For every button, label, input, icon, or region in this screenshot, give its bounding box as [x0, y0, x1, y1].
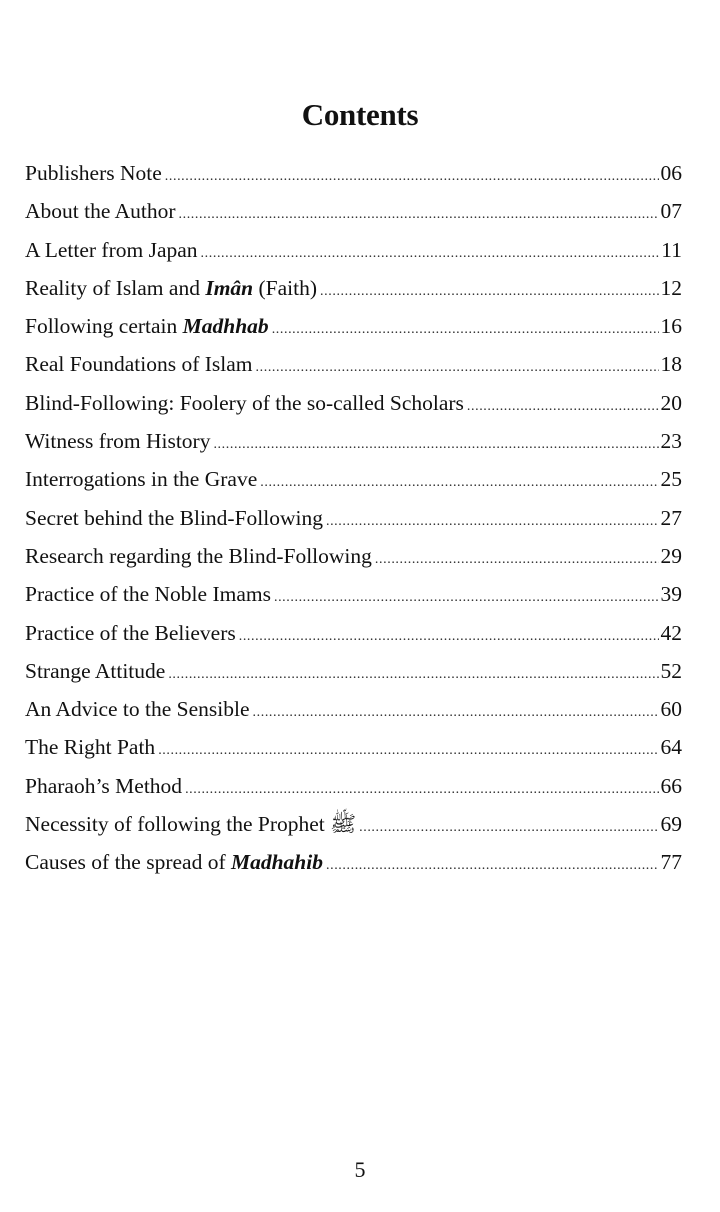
toc-entry-page: 66: [660, 773, 682, 798]
toc-entry-page: 27: [660, 505, 682, 530]
toc-entry-title: [25, 345, 256, 383]
toc-entry: [25, 805, 682, 843]
toc-entry-title: [25, 384, 467, 422]
toc-entry: [25, 460, 682, 498]
toc-entry: [25, 728, 682, 766]
toc-entry-title-emphasis: Madhahib: [230, 850, 323, 875]
dot-leader: [375, 541, 659, 579]
dot-leader: [239, 618, 659, 656]
toc-entry: [25, 231, 682, 269]
dot-leader: [185, 771, 658, 809]
toc-entry-page: 42: [660, 620, 682, 645]
toc-entry-title-emphasis: Madhhab: [182, 314, 269, 339]
toc-entry: [25, 843, 682, 881]
toc-entry: [25, 269, 682, 307]
toc-entry-page: 20: [660, 390, 682, 415]
dot-leader: [168, 656, 658, 694]
toc-entry: [25, 499, 682, 537]
toc-entry-title-text: Causes of the spread of: [25, 850, 231, 875]
toc-entry: [25, 307, 682, 345]
dot-leader: [158, 732, 658, 770]
dot-leader: [253, 694, 659, 732]
toc-entry: [25, 690, 682, 728]
toc-entry: [25, 614, 682, 652]
dot-leader: [326, 847, 659, 885]
toc-entry-title-text: Interrogations in the Grave: [25, 467, 258, 492]
toc-entry-title: [25, 231, 201, 269]
toc-entry-title-text: Necessity of following the Prophet ﷺ: [25, 812, 357, 837]
dot-leader: [359, 809, 658, 847]
toc-entry: [25, 422, 682, 460]
toc-entry-title: [25, 460, 260, 498]
toc-entry-page: 39: [660, 582, 682, 607]
toc-entry-title-text: About the Author: [25, 199, 176, 224]
toc-entry-title: [25, 307, 272, 345]
toc-entry: [25, 537, 682, 575]
toc-entry-title-text: Strange Attitude: [25, 658, 166, 683]
toc-entry-page: 52: [660, 658, 682, 683]
toc-entry-title-text: An Advice to the Sensible: [25, 697, 250, 722]
dot-leader: [326, 503, 659, 541]
toc-entry-page: 06: [660, 161, 682, 185]
toc-entry: [25, 767, 682, 805]
toc-entry-page: 69: [660, 812, 682, 837]
toc-entry-title: [25, 154, 165, 192]
toc-entry-title: [25, 614, 239, 652]
toc-entry-title-suffix: (Faith): [253, 275, 318, 300]
toc-entry: [25, 575, 682, 613]
toc-entry-page: 07: [660, 199, 682, 224]
dot-leader: [260, 464, 658, 502]
toc-entry-page: 16: [660, 314, 682, 339]
toc-entry-page: 77: [660, 850, 682, 875]
toc-entry-title: [25, 728, 158, 766]
toc-entry-page: 12: [660, 275, 682, 300]
toc-entry-page: 29: [660, 543, 682, 568]
toc-entry: [25, 154, 682, 192]
toc-entry-title-text: Practice of the Believers: [25, 620, 236, 645]
toc-entry-title: [25, 269, 320, 307]
toc-entry-title-text: Blind-Following: Foolery of the so-called Scholars: [25, 390, 464, 415]
toc-entry-title: [25, 805, 359, 843]
toc-entry-title-text: The Right Path: [25, 735, 156, 760]
toc-entry-title-text: Research regarding the Blind-Following: [25, 543, 372, 568]
toc-entry-title-emphasis: Imân: [205, 275, 254, 300]
toc-entry-title: [25, 767, 185, 805]
toc-entry-title: [25, 652, 168, 690]
toc-entry-title: [25, 537, 375, 575]
toc-entry-title-text: Practice of the Noble Imams: [25, 582, 271, 607]
dot-leader: [272, 311, 659, 349]
dot-leader: [165, 158, 659, 196]
page-title: Contents: [301, 97, 419, 132]
dot-leader: [213, 426, 658, 464]
dot-leader: [467, 388, 659, 426]
dot-leader: [274, 579, 659, 617]
toc-entry-page: 23: [660, 429, 682, 454]
dot-leader: [201, 235, 660, 273]
table-of-contents: [25, 154, 682, 882]
dot-leader: [256, 349, 659, 387]
toc-entry-title: [25, 690, 253, 728]
toc-entry-title: [25, 843, 326, 881]
toc-entry-title-text: A Letter from Japan: [25, 237, 198, 262]
toc-entry-title-text: Pharaoh’s Method: [25, 773, 183, 798]
toc-entry-page: 11: [661, 237, 682, 262]
toc-entry-page: 60: [660, 697, 682, 722]
toc-entry-title: [25, 499, 326, 537]
toc-entry-page: 25: [660, 467, 682, 492]
toc-entry-title: [25, 422, 213, 460]
dot-leader: [320, 273, 658, 311]
toc-entry-page: 18: [660, 352, 682, 377]
toc-entry: [25, 345, 682, 383]
dot-leader: [179, 196, 659, 234]
toc-entry-title: [25, 192, 179, 230]
toc-entry-title-text: Following certain: [25, 314, 183, 339]
toc-entry: [25, 192, 682, 230]
toc-entry-title-text: Real Foundations of Islam: [25, 352, 253, 377]
toc-entry-title-text: Witness from History: [25, 429, 211, 454]
toc-entry: [25, 652, 682, 690]
toc-entry-title: [25, 575, 274, 613]
page-number: 5: [354, 1157, 366, 1182]
toc-entry-page: 64: [660, 735, 682, 760]
toc-entry-title-text: Publishers Note: [25, 161, 162, 185]
toc-entry-title-text: Reality of Islam and: [25, 275, 206, 300]
toc-entry-title-text: Secret behind the Blind-Following: [25, 505, 323, 530]
toc-entry: [25, 384, 682, 422]
